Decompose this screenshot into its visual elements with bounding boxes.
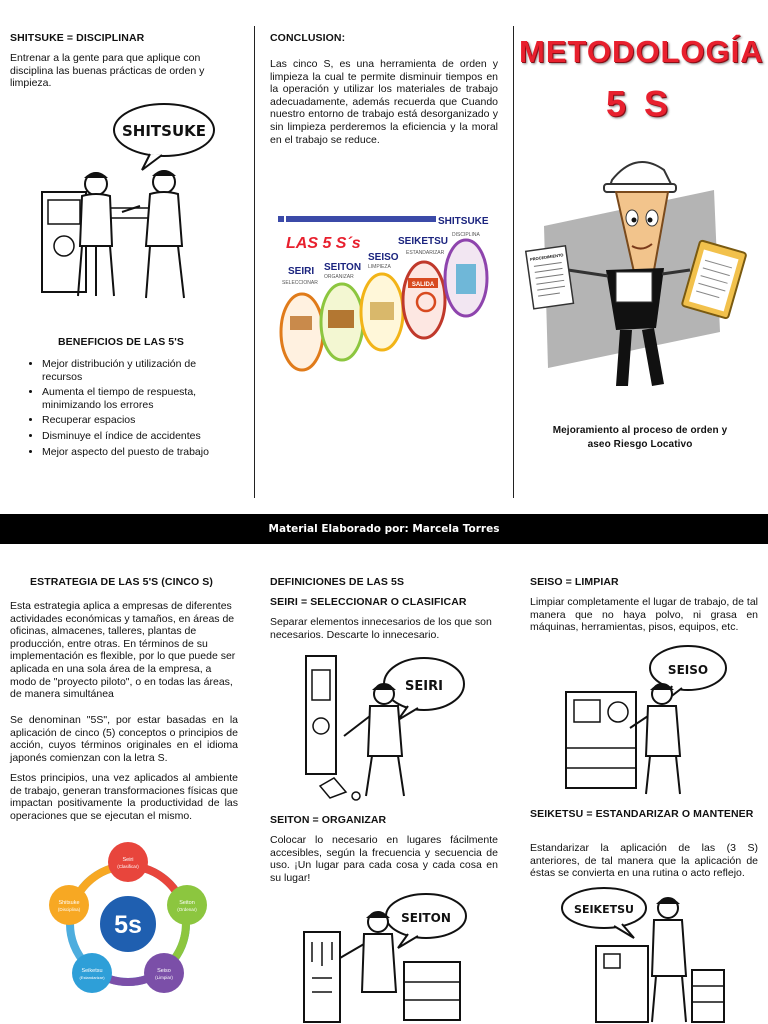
seiri-text: Separar elementos innecesarios de los que son necesarios. Descarte lo innecesario. bbox=[270, 616, 492, 641]
shitsuke-bubble-label: SHITSUKE bbox=[121, 122, 207, 140]
seiso-heading: SEISO = LIMPIAR bbox=[530, 576, 619, 588]
step-label: SEITON bbox=[324, 262, 362, 273]
center-label: 5s bbox=[114, 911, 142, 939]
list-item: • Disminuye el índice de accidentes bbox=[42, 430, 238, 443]
five-s-graphic bbox=[276, 206, 500, 374]
column-divider bbox=[513, 26, 514, 498]
list-item: • Aumenta el tiempo de respuesta, minimizando los errores bbox=[42, 386, 238, 411]
step-sub: ESTANDARIZAR bbox=[406, 250, 445, 256]
node-label: Seiri bbox=[122, 857, 134, 863]
node-sub: (Ordenar) bbox=[177, 907, 197, 912]
strategy-heading: ESTRATEGIA DE LAS 5'S (CINCO S) bbox=[30, 576, 213, 588]
seiri-illustration bbox=[300, 646, 470, 804]
node-label: Seiso bbox=[157, 968, 171, 974]
strategy-paragraph-1: Esta estrategia aplica a empresas de diferentes actividades económicas y tamaños, en áreas de oficinas, almacenes, talleres, plantas de producción, entre otras. En términos de su implementación es flexible, por lo que puede ser aplicada en una sola área de la empresa, a modo de "proyecto piloto", o en todas las áreas, de manera simultánea bbox=[10, 600, 236, 701]
step-label: SEIKETSU bbox=[398, 236, 449, 247]
node-sub: (Estandarizar) bbox=[79, 975, 105, 980]
seiton-text: Colocar lo necesario en lugares fácilmente accesibles, según la frecuencia y secuencia de uso. ¡Un lugar para cada cosa y cada cosa en su lugar! bbox=[270, 834, 498, 884]
list-item: • Recuperar espacios bbox=[42, 414, 238, 427]
exit-sign-label: SALIDA bbox=[411, 282, 435, 288]
author-banner: Material Elaborado por: Marcela Torres bbox=[0, 514, 768, 544]
strategy-paragraph-3: Estos principios, una vez aplicados al ambiente de trabajo, generan transformaciones físicas que impactan positivamente la productividad de las operaciones que se ejecutan el mismo. bbox=[10, 772, 238, 822]
seiton-bubble-label: SEITON bbox=[401, 911, 451, 925]
step-label: SHITSUKE bbox=[438, 216, 489, 227]
step-oval bbox=[281, 294, 323, 370]
seiri-heading: SEIRI = SELECCIONAR O CLASIFICAR bbox=[270, 596, 467, 608]
seiketsu-bubble-label: SEIKETSU bbox=[574, 903, 634, 916]
node-label: Seiton bbox=[179, 900, 195, 906]
seiso-illustration bbox=[560, 644, 730, 800]
step-label: SEISO bbox=[368, 252, 399, 263]
shitsuke-text: Entrenar a la gente para que aplique con disciplina las buenas prácticas de orden y limpieza. bbox=[10, 52, 205, 90]
step-oval bbox=[403, 262, 445, 338]
column-divider bbox=[254, 26, 255, 498]
list-item: • Mejor distribución y utilización de recursos bbox=[42, 358, 238, 383]
node-sub: (Clasificar) bbox=[117, 864, 139, 869]
conclusion-heading: CONCLUSION: bbox=[270, 32, 346, 44]
seiso-text: Limpiar completamente el lugar de trabajo, de tal manera que no haya polvo, ni grasa en máquinas, herramientas, pisos, equipos, etc. bbox=[530, 596, 758, 634]
seiketsu-heading: SEIKETSU = ESTANDARIZAR O MANTENER bbox=[530, 808, 754, 820]
brochure-title: METODOLOGÍA bbox=[519, 34, 764, 69]
engineer-illustration bbox=[524, 150, 750, 396]
conclusion-text: Las cinco S, es una herramienta de orden y limpieza la cual te permite disminuir tiempos en la operación y utilizar los materiales de trabajo adecuadamente, además recuerda que Cuando nuestro entorno de trabajo está desorganizado y sin limpieza perderemos la eficiencia y la moral en el trabajo se reduce. bbox=[270, 58, 498, 146]
brochure-subtitle: 5 S bbox=[605, 83, 673, 124]
document-label: PROCEDIMIENTO bbox=[529, 252, 564, 262]
graphic-title: LAS 5 S´s bbox=[286, 235, 361, 252]
procedure-document-icon bbox=[526, 246, 574, 309]
seiri-bubble-label: SEIRI bbox=[405, 679, 443, 694]
node-sub: (Limpiar) bbox=[155, 975, 173, 980]
list-item: • Mejor aspecto del puesto de trabajo bbox=[42, 446, 238, 459]
node-label: Shitsuke bbox=[58, 900, 80, 906]
seiketsu-text: Estandarizar la aplicación de las (3 S) anteriores, de tal manera que la aplicación de éstas se convierta en una rutina o acto reflejo. bbox=[530, 842, 758, 880]
seiton-illustration bbox=[300, 892, 470, 1024]
engineer-caption: Mejoramiento al proceso de orden y aseo Riesgo Locativo bbox=[552, 425, 728, 450]
five-s-cycle-diagram bbox=[40, 840, 216, 996]
definitions-heading: DEFINICIONES DE LAS 5S bbox=[270, 576, 405, 588]
shitsuke-heading: SHITSUKE = DISCIPLINAR bbox=[10, 32, 145, 44]
header-bar bbox=[286, 216, 436, 222]
shitsuke-illustration bbox=[38, 96, 218, 308]
seiso-bubble-label: SEISO bbox=[667, 663, 709, 677]
node-label: Seiketsu bbox=[81, 968, 103, 974]
strategy-paragraph-2: Se denominan "5S", por estar basadas en la aplicación de cinco (5) conceptos o principios de acción, cuyos términos originales en el idioma japonés comienzan con la letra S. bbox=[10, 714, 238, 764]
benefits-list bbox=[26, 358, 238, 461]
step-sub: SELECCIONAR bbox=[282, 280, 318, 286]
step-sub: LIMPIEZA bbox=[368, 264, 391, 270]
node-sub: (Disciplina) bbox=[57, 907, 81, 912]
seiton-heading: SEITON = ORGANIZAR bbox=[270, 814, 387, 826]
step-sub: DISCIPLINA bbox=[452, 232, 480, 238]
benefits-heading: BENEFICIOS DE LAS 5'S bbox=[58, 336, 184, 348]
seiketsu-illustration bbox=[560, 886, 730, 1024]
cabinet-icon bbox=[404, 962, 460, 1020]
step-label: SEIRI bbox=[288, 266, 315, 277]
step-sub: ORGANIZAR bbox=[324, 274, 354, 280]
machine-icon bbox=[306, 656, 336, 774]
